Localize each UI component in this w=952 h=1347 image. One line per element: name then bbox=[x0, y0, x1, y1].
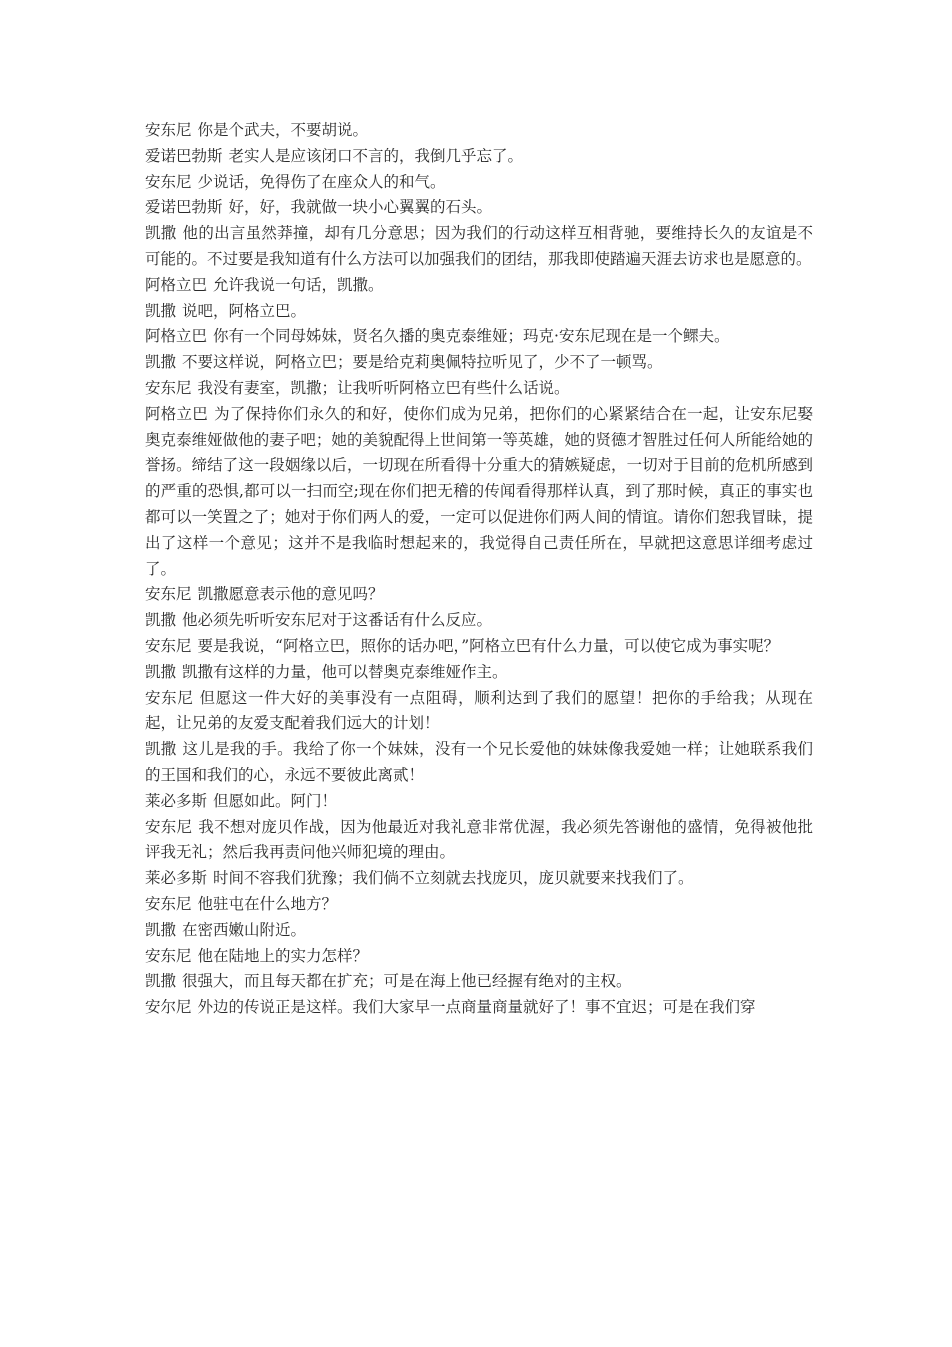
speech-text: 但愿这一件大好的美事没有一点阻碍，顺利达到了我们的愿望！把你的手给我；从现在起，让兄弟的友爱支配着我们远大的计划！ bbox=[145, 688, 813, 733]
dialogue-line bbox=[145, 737, 813, 789]
speaker-name: 爱诺巴勃斯 bbox=[145, 146, 223, 165]
dialogue-line bbox=[145, 376, 813, 402]
speech-text: 要是我说，“阿格立巴，照你的话办吧，”阿格立巴有什么力量，可以使它成为事实呢？ bbox=[197, 636, 780, 655]
dialogue-line bbox=[145, 918, 813, 944]
dialogue-list bbox=[145, 118, 813, 1021]
speech-text: 凯撒愿意表示他的意见吗？ bbox=[197, 585, 384, 604]
speaker-name: 凯撒 bbox=[145, 301, 177, 320]
speaker-name: 安东尼 bbox=[145, 378, 192, 397]
dialogue-line bbox=[145, 582, 813, 608]
dialogue-line bbox=[145, 789, 813, 815]
speaker-name: 莱必多斯 bbox=[145, 869, 208, 888]
speaker-name: 安东尼 bbox=[145, 172, 192, 191]
speaker-name: 阿格立巴 bbox=[145, 327, 208, 346]
speech-text: 他在陆地上的实力怎样？ bbox=[197, 946, 369, 965]
document-page bbox=[145, 118, 813, 1021]
dialogue-line bbox=[145, 299, 813, 325]
speaker-name: 凯撒 bbox=[145, 972, 177, 991]
speech-text: 允许我说一句话，凯撒。 bbox=[213, 275, 384, 294]
speech-text: 少说话，免得伤了在座众人的和气。 bbox=[197, 172, 446, 191]
speaker-name: 凯撒 bbox=[145, 920, 177, 939]
speech-text: 这儿是我的手。我给了你一个妹妹，没有一个兄长爱他的妹妹像我爱她一样；让她联系我们的王国和我们的心，永远不要彼此离贰！ bbox=[145, 740, 813, 784]
speaker-name: 安东尼 bbox=[145, 946, 192, 965]
speaker-name: 凯撒 bbox=[145, 740, 177, 759]
speaker-name: 阿格立巴 bbox=[145, 404, 209, 423]
speech-text: 为了保持你们永久的和好，使你们成为兄弟，把你们的心紧紧结合在一起，让安东尼娶奥克泰维娅做他的妻子吧；她的美貌配得上世间第一等英雄，她的贤德才智胜过任何人所能给她的誉扬。缔结了这一段姻缘以后，一切现在所看得十分重大的猜嫉疑虑，一切对于目前的危机所感到的严重的恐惧,都可以一扫而空;现在你们把无稽的传闻看得那样认真，到了那时候，真正的事实也都可以一笑置之了；她对于你们两人的爱，一定可以促进你们两人间的情谊。请你们恕我冒昧，提出了这样一个意见；这并不是我临时想起来的，我觉得自己责任所在，早就把这意思详细考虑过了。 bbox=[145, 404, 813, 578]
speaker-name: 安东尼 bbox=[145, 688, 194, 707]
speaker-name: 安东尼 bbox=[145, 636, 192, 655]
speaker-name: 莱必多斯 bbox=[145, 791, 208, 810]
dialogue-line bbox=[145, 118, 813, 144]
dialogue-line bbox=[145, 324, 813, 350]
speaker-name: 凯撒 bbox=[145, 611, 177, 630]
speech-text: 他的出言虽然莽撞，却有几分意思；因为我们的行动这样互相背驰，要维持长久的友谊是不可能的。不过要是我知道有什么方法可以加强我们的团结，那我即使踏遍天涯去访求也是愿意的。 bbox=[145, 224, 813, 268]
dialogue-line bbox=[145, 350, 813, 376]
speech-text: 很强大，而且每天都在扩充；可是在海上他已经握有绝对的主权。 bbox=[182, 972, 632, 991]
dialogue-line bbox=[145, 402, 813, 583]
speech-text: 外边的传说正是这样。我们大家早一点商量商量就好了！事不宜迟；可是在我们穿 bbox=[197, 998, 756, 1017]
speech-text: 时间不容我们犹豫；我们倘不立刻就去找庞贝，庞贝就要来找我们了。 bbox=[213, 869, 694, 888]
speaker-name: 安东尼 bbox=[145, 121, 192, 139]
dialogue-line bbox=[145, 273, 813, 299]
dialogue-line bbox=[145, 221, 813, 273]
dialogue-line bbox=[145, 686, 813, 738]
speech-text: 不要这样说，阿格立巴；要是给克莉奥佩特拉听见了，少不了一顿骂。 bbox=[182, 353, 663, 372]
dialogue-line bbox=[145, 969, 813, 995]
speech-text: 老实人是应该闭口不言的，我倒几乎忘了。 bbox=[228, 146, 524, 165]
speaker-name: 凯撒 bbox=[145, 224, 177, 243]
speech-text: 凯撒有这样的力量，他可以替奥克泰维娅作主。 bbox=[182, 662, 508, 681]
speaker-name: 安东尼 bbox=[145, 585, 192, 604]
speech-text: 在密西嫩山附近。 bbox=[182, 920, 307, 939]
speech-text: 他必须先听听安东尼对于这番话有什么反应。 bbox=[182, 611, 493, 630]
dialogue-line bbox=[145, 634, 813, 660]
dialogue-line bbox=[145, 944, 813, 970]
speaker-name: 凯撒 bbox=[145, 353, 177, 372]
speech-text: 好，好，我就做一块小心翼翼的石头。 bbox=[228, 198, 493, 217]
dialogue-line bbox=[145, 815, 813, 867]
speech-text: 说吧，阿格立巴。 bbox=[182, 301, 307, 320]
speaker-name: 凯撒 bbox=[145, 662, 177, 681]
dialogue-line bbox=[145, 995, 813, 1021]
dialogue-line bbox=[145, 170, 813, 196]
dialogue-line bbox=[145, 866, 813, 892]
speaker-name: 安东尼 bbox=[145, 894, 192, 913]
dialogue-line bbox=[145, 144, 813, 170]
speaker-name: 爱诺巴勃斯 bbox=[145, 198, 223, 217]
speech-text: 我不想对庞贝作战，因为他最近对我礼意非常优渥，我必须先答谢他的盛情，免得被他批评我无礼；然后我再责问他兴师犯境的理由。 bbox=[145, 817, 813, 862]
dialogue-line bbox=[145, 195, 813, 221]
speech-text: 我没有妻室，凯撒；让我听听阿格立巴有些什么话说。 bbox=[197, 378, 570, 397]
dialogue-line bbox=[145, 608, 813, 634]
speech-text: 你有一个同母姊妹，贤名久播的奥克泰维娅；玛克·安东尼现在是一个鳏夫。 bbox=[213, 327, 730, 346]
dialogue-line bbox=[145, 892, 813, 918]
speech-text: 但愿如此。阿门！ bbox=[213, 791, 338, 810]
speaker-name: 安尔尼 bbox=[145, 998, 192, 1017]
dialogue-line bbox=[145, 660, 813, 686]
speaker-name: 安东尼 bbox=[145, 817, 193, 836]
speech-text: 你是个武夫，不要胡说。 bbox=[197, 121, 369, 139]
speech-text: 他驻屯在什么地方？ bbox=[197, 894, 338, 913]
speaker-name: 阿格立巴 bbox=[145, 275, 208, 294]
